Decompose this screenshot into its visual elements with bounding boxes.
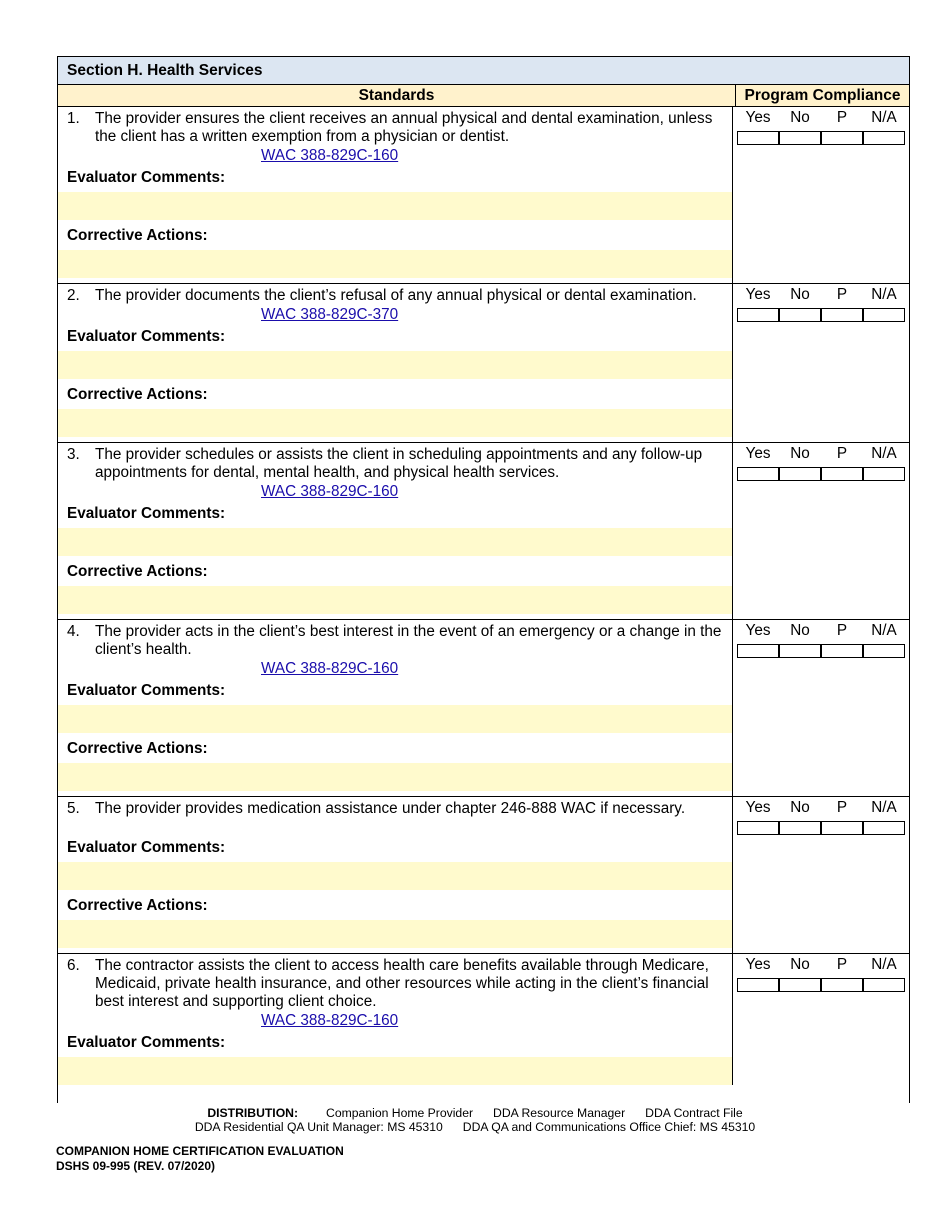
corrective-actions-field[interactable]: [58, 762, 732, 791]
compliance-checkboxes: [733, 127, 909, 145]
corrective-actions-label: Corrective Actions:: [67, 386, 208, 403]
distribution-item: DDA Resource Manager: [493, 1106, 626, 1120]
compliance-option-label: N/A: [871, 286, 897, 303]
evaluator-comments-label: Evaluator Comments:: [67, 169, 226, 186]
compliance-cell: [733, 107, 909, 283]
compliance-checkbox[interactable]: [737, 644, 779, 658]
compliance-option-label: P: [836, 286, 848, 303]
compliance-header: Program Compliance: [744, 87, 901, 104]
standard-cell: [58, 797, 733, 953]
compliance-checkbox[interactable]: [737, 821, 779, 835]
compliance-cell: [733, 620, 909, 796]
standard-number: 4.: [67, 623, 80, 640]
standard-number: 5.: [67, 800, 80, 817]
spacer: [58, 614, 732, 619]
compliance-option-labels: [733, 284, 909, 304]
standard-number: 1.: [67, 110, 80, 127]
corrective-actions-label: Corrective Actions:: [67, 563, 208, 580]
evaluator-comments-field[interactable]: [58, 704, 732, 733]
standard-question: [58, 954, 732, 1011]
compliance-checkbox[interactable]: [863, 644, 905, 658]
compliance-cell: [733, 284, 909, 442]
standard-cell: [58, 443, 733, 619]
wac-reference: [58, 482, 732, 503]
corrective-actions-field[interactable]: [58, 249, 732, 278]
wac-reference: [58, 305, 732, 326]
compliance-checkbox[interactable]: [821, 978, 863, 992]
compliance-checkbox[interactable]: [737, 467, 779, 481]
compliance-checkboxes: [733, 640, 909, 658]
standard-row: [58, 284, 909, 443]
standard-number: 6.: [67, 957, 80, 974]
compliance-checkboxes: [733, 817, 909, 835]
evaluator-comments-label: Evaluator Comments:: [67, 1034, 226, 1051]
standard-question: [58, 107, 732, 146]
compliance-checkbox[interactable]: [821, 467, 863, 481]
standards-header: Standards: [58, 85, 736, 106]
compliance-checkbox[interactable]: [779, 978, 821, 992]
standard-row: [58, 107, 909, 284]
standard-text: The provider documents the client’s refusal of any annual physical or dental examination.: [95, 287, 697, 304]
compliance-option-label: Yes: [745, 286, 771, 303]
standard-text: The contractor assists the client to access health care benefits available through Medicare, Medicaid, private health insurance, and other resources while acting in the client’s financial best interest and supporting client choice.: [95, 957, 709, 1010]
compliance-checkbox[interactable]: [863, 467, 905, 481]
standard-cell: [58, 107, 733, 283]
evaluator-comments-label: Evaluator Comments:: [67, 839, 226, 856]
compliance-checkbox[interactable]: [821, 644, 863, 658]
spacer: [58, 818, 732, 837]
compliance-option-label: Yes: [745, 445, 771, 462]
corrective-actions-label: Corrective Actions:: [67, 227, 208, 244]
corrective-actions-label: Corrective Actions:: [67, 740, 208, 757]
distribution-item: DDA QA and Communications Office Chief: MS 45310: [462, 1120, 756, 1134]
health-services-form: [57, 56, 910, 1103]
compliance-option-label: Yes: [745, 109, 771, 126]
distribution-line-1: [0, 1106, 950, 1120]
compliance-checkboxes: [733, 304, 909, 322]
wac-link[interactable]: WAC 388-829C-160: [261, 1012, 399, 1029]
wac-link[interactable]: WAC 388-829C-160: [261, 147, 399, 164]
distribution-item: Companion Home Provider: [326, 1106, 474, 1120]
compliance-option-label: Yes: [745, 622, 771, 639]
compliance-checkbox[interactable]: [821, 308, 863, 322]
standard-question: [58, 620, 732, 659]
compliance-option-label: N/A: [871, 445, 897, 462]
standard-text: The provider provides medication assistance under chapter 246-888 WAC if necessary.: [95, 800, 686, 817]
compliance-checkbox[interactable]: [863, 821, 905, 835]
column-header-row: [58, 85, 909, 107]
compliance-checkbox[interactable]: [737, 308, 779, 322]
standard-cell: [58, 954, 733, 1085]
wac-link[interactable]: WAC 388-829C-160: [261, 660, 399, 677]
compliance-option-label: N/A: [871, 799, 897, 816]
compliance-option-label: No: [790, 799, 810, 816]
compliance-option-label: P: [836, 445, 848, 462]
evaluator-comments-field[interactable]: [58, 861, 732, 890]
section-title: Section H. Health Services: [58, 57, 909, 85]
compliance-option-label: No: [790, 286, 810, 303]
compliance-checkbox[interactable]: [821, 131, 863, 145]
compliance-option-label: N/A: [871, 956, 897, 973]
corrective-actions-field[interactable]: [58, 919, 732, 948]
distribution-line-2: [0, 1120, 950, 1134]
evaluator-comments-label: Evaluator Comments:: [67, 682, 226, 699]
standard-question: [58, 443, 732, 482]
spacer: [58, 437, 732, 442]
wac-link[interactable]: WAC 388-829C-160: [261, 483, 399, 500]
wac-reference: [58, 146, 732, 167]
compliance-checkboxes: [733, 463, 909, 481]
wac-link[interactable]: WAC 388-829C-370: [261, 306, 399, 323]
standard-text: The provider acts in the client’s best interest in the event of an emergency or a change in the client’s health.: [95, 623, 722, 658]
standard-text: The provider schedules or assists the client in scheduling appointments and any follow-up appointments for dental, mental health, and physical health services.: [95, 446, 703, 481]
compliance-option-label: No: [790, 956, 810, 973]
compliance-checkbox[interactable]: [863, 131, 905, 145]
standard-cell: [58, 620, 733, 796]
standard-row: [58, 443, 909, 620]
compliance-option-labels: [733, 797, 909, 817]
compliance-option-label: P: [836, 109, 848, 126]
compliance-checkbox[interactable]: [779, 644, 821, 658]
compliance-option-label: P: [836, 622, 848, 639]
compliance-option-label: Yes: [745, 956, 771, 973]
evaluator-comments-label: Evaluator Comments:: [67, 328, 226, 345]
corrective-actions-field[interactable]: [58, 585, 732, 614]
compliance-checkbox[interactable]: [821, 821, 863, 835]
standard-question: [58, 797, 732, 818]
compliance-cell: [733, 954, 909, 1085]
compliance-checkbox[interactable]: [737, 978, 779, 992]
standard-question: [58, 284, 732, 305]
distribution-label: DISTRIBUTION:: [207, 1106, 299, 1120]
compliance-checkbox[interactable]: [863, 308, 905, 322]
compliance-checkbox[interactable]: [737, 131, 779, 145]
evaluator-comments-label: Evaluator Comments:: [67, 505, 226, 522]
standard-row: [58, 954, 909, 1085]
compliance-option-label: No: [790, 622, 810, 639]
compliance-option-labels: [733, 954, 909, 974]
corrective-actions-label: Corrective Actions:: [67, 897, 208, 914]
compliance-option-labels: [733, 107, 909, 127]
spacer: [58, 791, 732, 796]
wac-reference: [58, 1011, 732, 1032]
evaluator-comments-field[interactable]: [58, 350, 732, 379]
corrective-actions-field[interactable]: [58, 408, 732, 437]
compliance-option-label: P: [836, 956, 848, 973]
wac-reference: [58, 659, 732, 680]
evaluator-comments-field[interactable]: [58, 527, 732, 556]
compliance-checkbox[interactable]: [863, 978, 905, 992]
compliance-checkbox[interactable]: [779, 308, 821, 322]
standard-row: [58, 797, 909, 954]
standard-cell: [58, 284, 733, 442]
evaluator-comments-field[interactable]: [58, 191, 732, 220]
compliance-option-label: No: [790, 445, 810, 462]
distribution-item: DDA Residential QA Unit Manager: MS 45310: [194, 1120, 443, 1134]
standard-row: [58, 620, 909, 797]
compliance-checkbox[interactable]: [779, 131, 821, 145]
compliance-option-label: N/A: [871, 622, 897, 639]
compliance-option-labels: [733, 620, 909, 640]
form-number: DSHS 09-995 (REV. 07/2020): [56, 1159, 215, 1173]
compliance-option-labels: [733, 443, 909, 463]
spacer: [58, 948, 732, 953]
standard-number: 2.: [67, 287, 80, 304]
evaluator-comments-field[interactable]: [58, 1056, 732, 1085]
compliance-cell: [733, 443, 909, 619]
spacer: [58, 278, 732, 283]
distribution-item: DDA Contract File: [645, 1106, 743, 1120]
standard-text: The provider ensures the client receives an annual physical and dental examination, unless the client has a written exemption from a physician or dentist.: [95, 110, 713, 145]
compliance-option-label: Yes: [745, 799, 771, 816]
compliance-checkbox[interactable]: [779, 821, 821, 835]
compliance-option-label: N/A: [871, 109, 897, 126]
form-title: COMPANION HOME CERTIFICATION EVALUATION: [56, 1144, 344, 1158]
compliance-cell: [733, 797, 909, 953]
standard-number: 3.: [67, 446, 80, 463]
compliance-option-label: P: [836, 799, 848, 816]
compliance-option-label: No: [790, 109, 810, 126]
compliance-checkboxes: [733, 974, 909, 992]
compliance-checkbox[interactable]: [779, 467, 821, 481]
